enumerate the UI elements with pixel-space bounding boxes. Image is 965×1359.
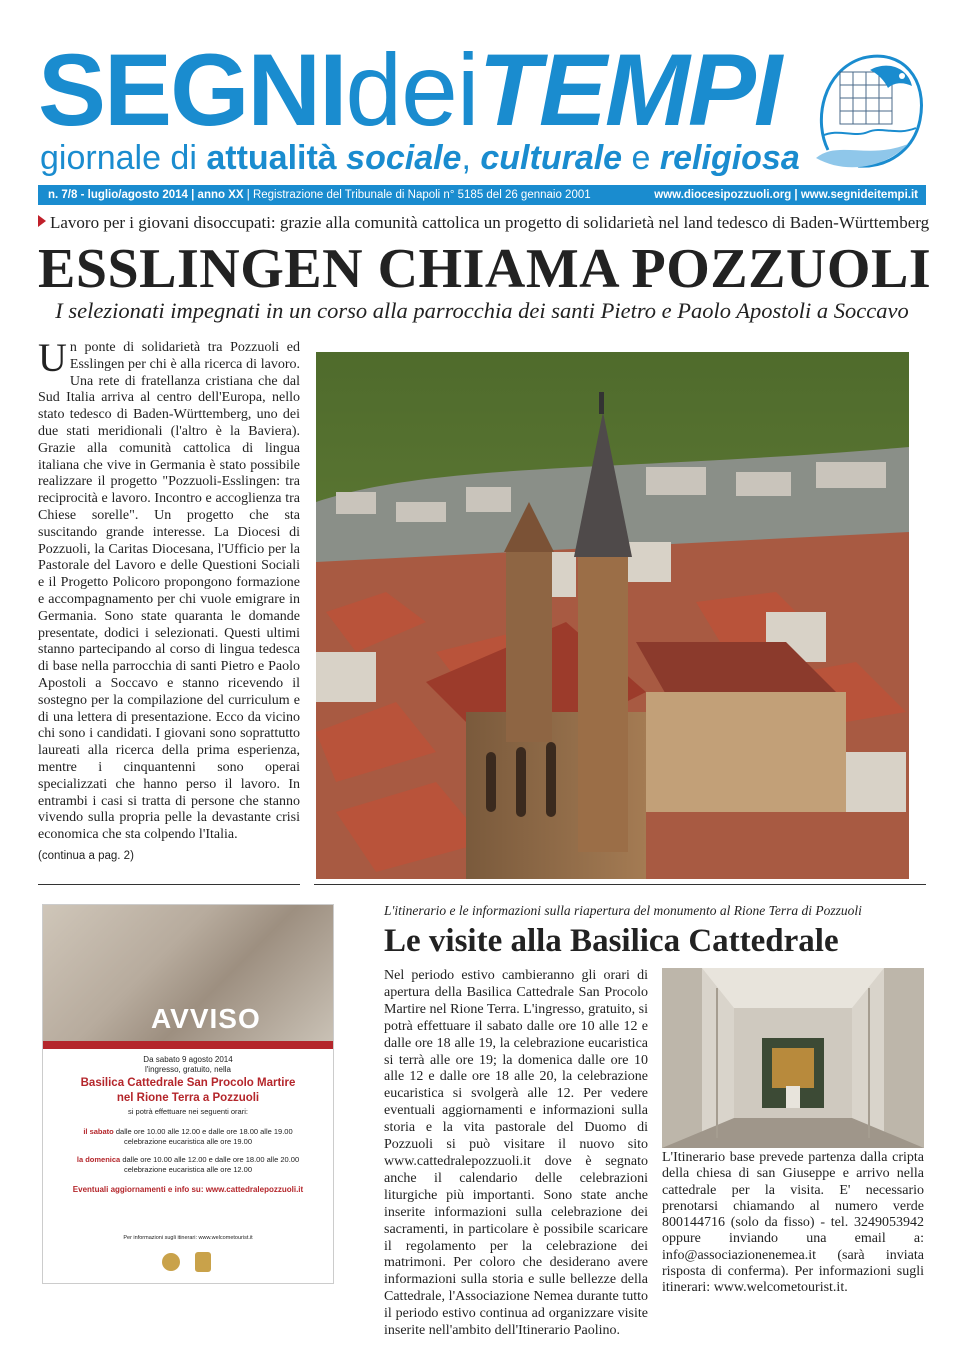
title-tempi: TEMPI (478, 33, 781, 147)
subtitle-part: attualità (206, 139, 347, 177)
poster-small-print: Per informazioni sugli itinerari: www.welcometourist.it (123, 1235, 253, 1241)
masthead-subtitle (40, 138, 800, 178)
masthead-title (38, 33, 781, 147)
poster-text: celebrazione eucaristica alle ore 12.00 (124, 1165, 252, 1174)
registration-text: | Registrazione del Tribunale di Napoli n° 5185 del 26 gennaio 2001 (243, 189, 591, 201)
basilica-title: Le visite alla Basilica Cattedrale (384, 923, 839, 959)
esslingen-photo (316, 352, 909, 879)
poster-sat-hours: dalle ore 10.00 alle 12.00 e dalle ore 18.00 alle 19.00 (113, 1127, 293, 1136)
title-dei: dei (345, 33, 479, 147)
continue-note[interactable]: (continua a pag. 2) (38, 849, 134, 862)
subtitle-part: , (461, 139, 481, 177)
masthead-logo-icon (808, 40, 930, 180)
poster-title: Basilica Cattedrale San Procolo Martire (80, 1077, 296, 1089)
issue-number: n. 7/8 - luglio/agosto 2014 | anno XX (48, 189, 244, 201)
lead-deck: I selezionati impegnati in un corso alla parrocchia dei santi Pietro e Paolo Apostoli a Soccavo (55, 298, 909, 323)
basilica-kicker: L'itinerario e le informazioni sulla riapertura del monumento al Rione Terra di Pozzuoli (384, 903, 862, 918)
lead-kicker (38, 212, 929, 234)
poster-sun-hours: dalle ore 10.00 alle 12.00 e dalle ore 18.00 alle 20.00 (120, 1155, 300, 1164)
lead-body (38, 335, 300, 865)
subtitle-part: religiosa (659, 139, 800, 177)
poster-text: si potrà effettuare nei seguenti orari: (128, 1107, 248, 1116)
poster-sun-label: la domenica (76, 1155, 121, 1164)
poster-text: l'ingresso, gratuito, nella (144, 1065, 232, 1074)
triangle-bullet-icon (38, 215, 46, 227)
lead-body-text: n ponte di solidarietà tra Pozzuoli ed Esslingen per chi è alla ricerca di lavoro. Una rete di fratellanza cristiana che dal Sud Italia arriva al centro dell'Europa, nello stato tedesco di Baden-Württemberg, uno dei due stati meridionali (l'altro è la Baviera). Grazie alla comunità cattolica di lingua italiana che vive in Germania è stato possibile realizzare il progetto "Pozzuoli-Esslingen: tra reciprocità e lavoro. Incontro e accoglienza tra Chiese sorelle". Un progetto che sta suscitando grande interesse. La Diocesi di Pozzuoli, la Caritas Diocesana, l'Ufficio per la Pastorale del Lavoro e delle Questioni Sociali e il Progetto Policoro propongono formazione e accompagnamento per chi vuole emigrare in Germania. Sono state quaranta le domande presentate, dodici i selezionati. Questi ultimi stanno partecipando al corso di lingua tedesca di base nella parrocchia di santi Pietro e Paolo Apostoli a Soccavo e stanno ricevendo il sostegno per la compilazione del curriculum e di una lettera di presentazione. Ecco da vicino chi sono i candidati. I giovani sono soprattutto laureati alla ricerca della prima esperienza, mentre i cinquantenni sono operai specializzati che hanno perso il lavoro. In entrambi i casi si tratta di persone che stanno vivendo sulla propria pelle la devastante crisi economica che sta colpendo l'Italia. (38, 340, 300, 843)
divider (314, 884, 926, 885)
subtitle-part: culturale (480, 139, 623, 177)
subtitle-part: giornale di (40, 139, 207, 177)
poster-logos-icon (161, 1249, 215, 1275)
drop-cap: U (38, 335, 67, 380)
poster-website: Eventuali aggiornamenti e info su: www.cattedralepozzuoli.it (72, 1185, 304, 1194)
avviso-poster (42, 904, 334, 1284)
title-segni: SEGNI (38, 33, 346, 147)
poster-sat-label: il sabato (83, 1127, 114, 1136)
basilica-body-2: L'Itinerario base prevede partenza dalla cripta della chiesa di san Giuseppe e arrivo nella cattedrale per la visita. E' necessario prenotarsi chiamando al numero verde 800144716 (solo da fisso) - tel. 3249053942 oppure inviando una email a: info@associazionenemea.it (sarà inviata risposta di conferma). Per informazioni sugli itinerari: www.welcometourist.it. (662, 1150, 924, 1296)
issue-info-bar (38, 185, 926, 205)
lead-headline: ESSLINGEN CHIAMA POZZUOLI (38, 238, 932, 300)
poster-title: nel Rione Terra a Pozzuoli (116, 1092, 260, 1104)
subtitle-part: sociale (346, 139, 462, 177)
divider (38, 884, 300, 885)
poster-banner: AVVISO (151, 1003, 261, 1034)
lead-kicker-text: Lavoro per i giovani disoccupati: grazie alla comunità cattolica un progetto di solidarietà nel land tedesco di Baden-Württemberg (50, 213, 930, 232)
poster-text: celebrazione eucaristica alle ore 19.00 (124, 1137, 252, 1146)
basilica-body: Nel periodo estivo cambieranno gli orari di apertura della Basilica Cattedrale San Procolo Martire nel Rione Terra. L'ingresso, gratuito, si potrà effettuare il sabato dalle ore 10 alle 12 e dalle ore 18 alle 19, la celebrazione eucaristica si terrà alle ore 19; la domenica dalle ore 10 alle 12 e dalle ore 18 alle 20, la celebrazione eucaristica si svolgerà alle 12. Per vedere eventuali aggiornamenti e informazioni sulla storia e la vita pastorale del Duomo di Pozzuoli si può visitare il nuovo sito www.cattedralepozzuoli.it dove è segnato anche il calendario delle celebrazioni liturgiche più importanti. Sono state anche inserite informazioni sulla celebrazione dei sacramenti, in particolare è possibile scaricare il regolamento per la celebrazione dei matrimoni. Per coloro che desiderano avere informazioni sulla storia e sulle bellezze della Cattedrale, l'Associazione Nemea durante tutto il periodo estivo continua ad organizzare visite inserite nell'ambito dell'Itinerario Paolino. (384, 968, 648, 1339)
websites[interactable]: www.diocesipozzuoli.org | www.segnideitempi.it (654, 189, 918, 201)
poster-band (43, 1041, 333, 1049)
cathedral-interior-photo (662, 968, 924, 1148)
poster-text: Da sabato 9 agosto 2014 (143, 1055, 233, 1064)
subtitle-part: e (622, 139, 660, 177)
